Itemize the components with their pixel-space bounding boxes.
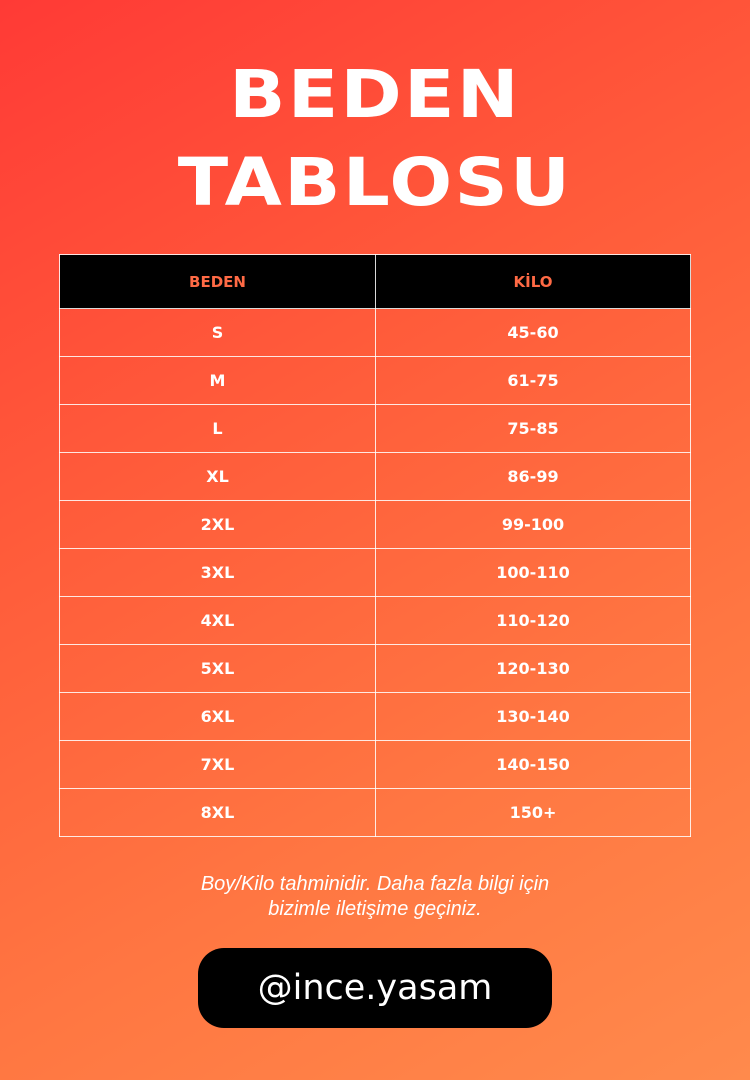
size-chart-table bbox=[59, 254, 691, 837]
table-header-row bbox=[60, 255, 691, 309]
weight-cell: 75-85 bbox=[376, 405, 691, 453]
size-cell: L bbox=[60, 405, 376, 453]
weight-cell: 100-110 bbox=[376, 549, 691, 597]
table-row bbox=[60, 597, 691, 645]
column-header-weight: KİLO bbox=[376, 255, 691, 309]
social-handle-button[interactable] bbox=[198, 948, 552, 1028]
weight-cell: 45-60 bbox=[376, 309, 691, 357]
title-line-1: BEDEN bbox=[229, 56, 521, 133]
size-cell: XL bbox=[60, 453, 376, 501]
disclaimer-note bbox=[0, 872, 750, 922]
column-header-size: BEDEN bbox=[60, 255, 376, 309]
size-cell: 7XL bbox=[60, 741, 376, 789]
size-cell: 6XL bbox=[60, 693, 376, 741]
table-row bbox=[60, 405, 691, 453]
weight-cell: 120-130 bbox=[376, 645, 691, 693]
size-cell: 5XL bbox=[60, 645, 376, 693]
weight-cell: 61-75 bbox=[376, 357, 691, 405]
disclaimer-line-2: bizimle iletişime geçiniz. bbox=[268, 898, 482, 920]
weight-cell: 150+ bbox=[376, 789, 691, 837]
social-handle-label: @ince.yasam bbox=[257, 968, 493, 1008]
table-row bbox=[60, 741, 691, 789]
size-cell: 8XL bbox=[60, 789, 376, 837]
size-cell: 4XL bbox=[60, 597, 376, 645]
weight-cell: 99-100 bbox=[376, 501, 691, 549]
table-row bbox=[60, 501, 691, 549]
table-row bbox=[60, 789, 691, 837]
table-row bbox=[60, 645, 691, 693]
size-cell: 3XL bbox=[60, 549, 376, 597]
table-row bbox=[60, 693, 691, 741]
weight-cell: 86-99 bbox=[376, 453, 691, 501]
size-cell: 2XL bbox=[60, 501, 376, 549]
weight-cell: 130-140 bbox=[376, 693, 691, 741]
disclaimer-line-1: Boy/Kilo tahminidir. Daha fazla bilgi için bbox=[200, 873, 550, 895]
table-row bbox=[60, 309, 691, 357]
table-row bbox=[60, 453, 691, 501]
weight-cell: 110-120 bbox=[376, 597, 691, 645]
size-cell: S bbox=[60, 309, 376, 357]
table-row bbox=[60, 549, 691, 597]
table-row bbox=[60, 357, 691, 405]
size-cell: M bbox=[60, 357, 376, 405]
title-line-2: TABLOSU bbox=[177, 144, 573, 221]
weight-cell: 140-150 bbox=[376, 741, 691, 789]
